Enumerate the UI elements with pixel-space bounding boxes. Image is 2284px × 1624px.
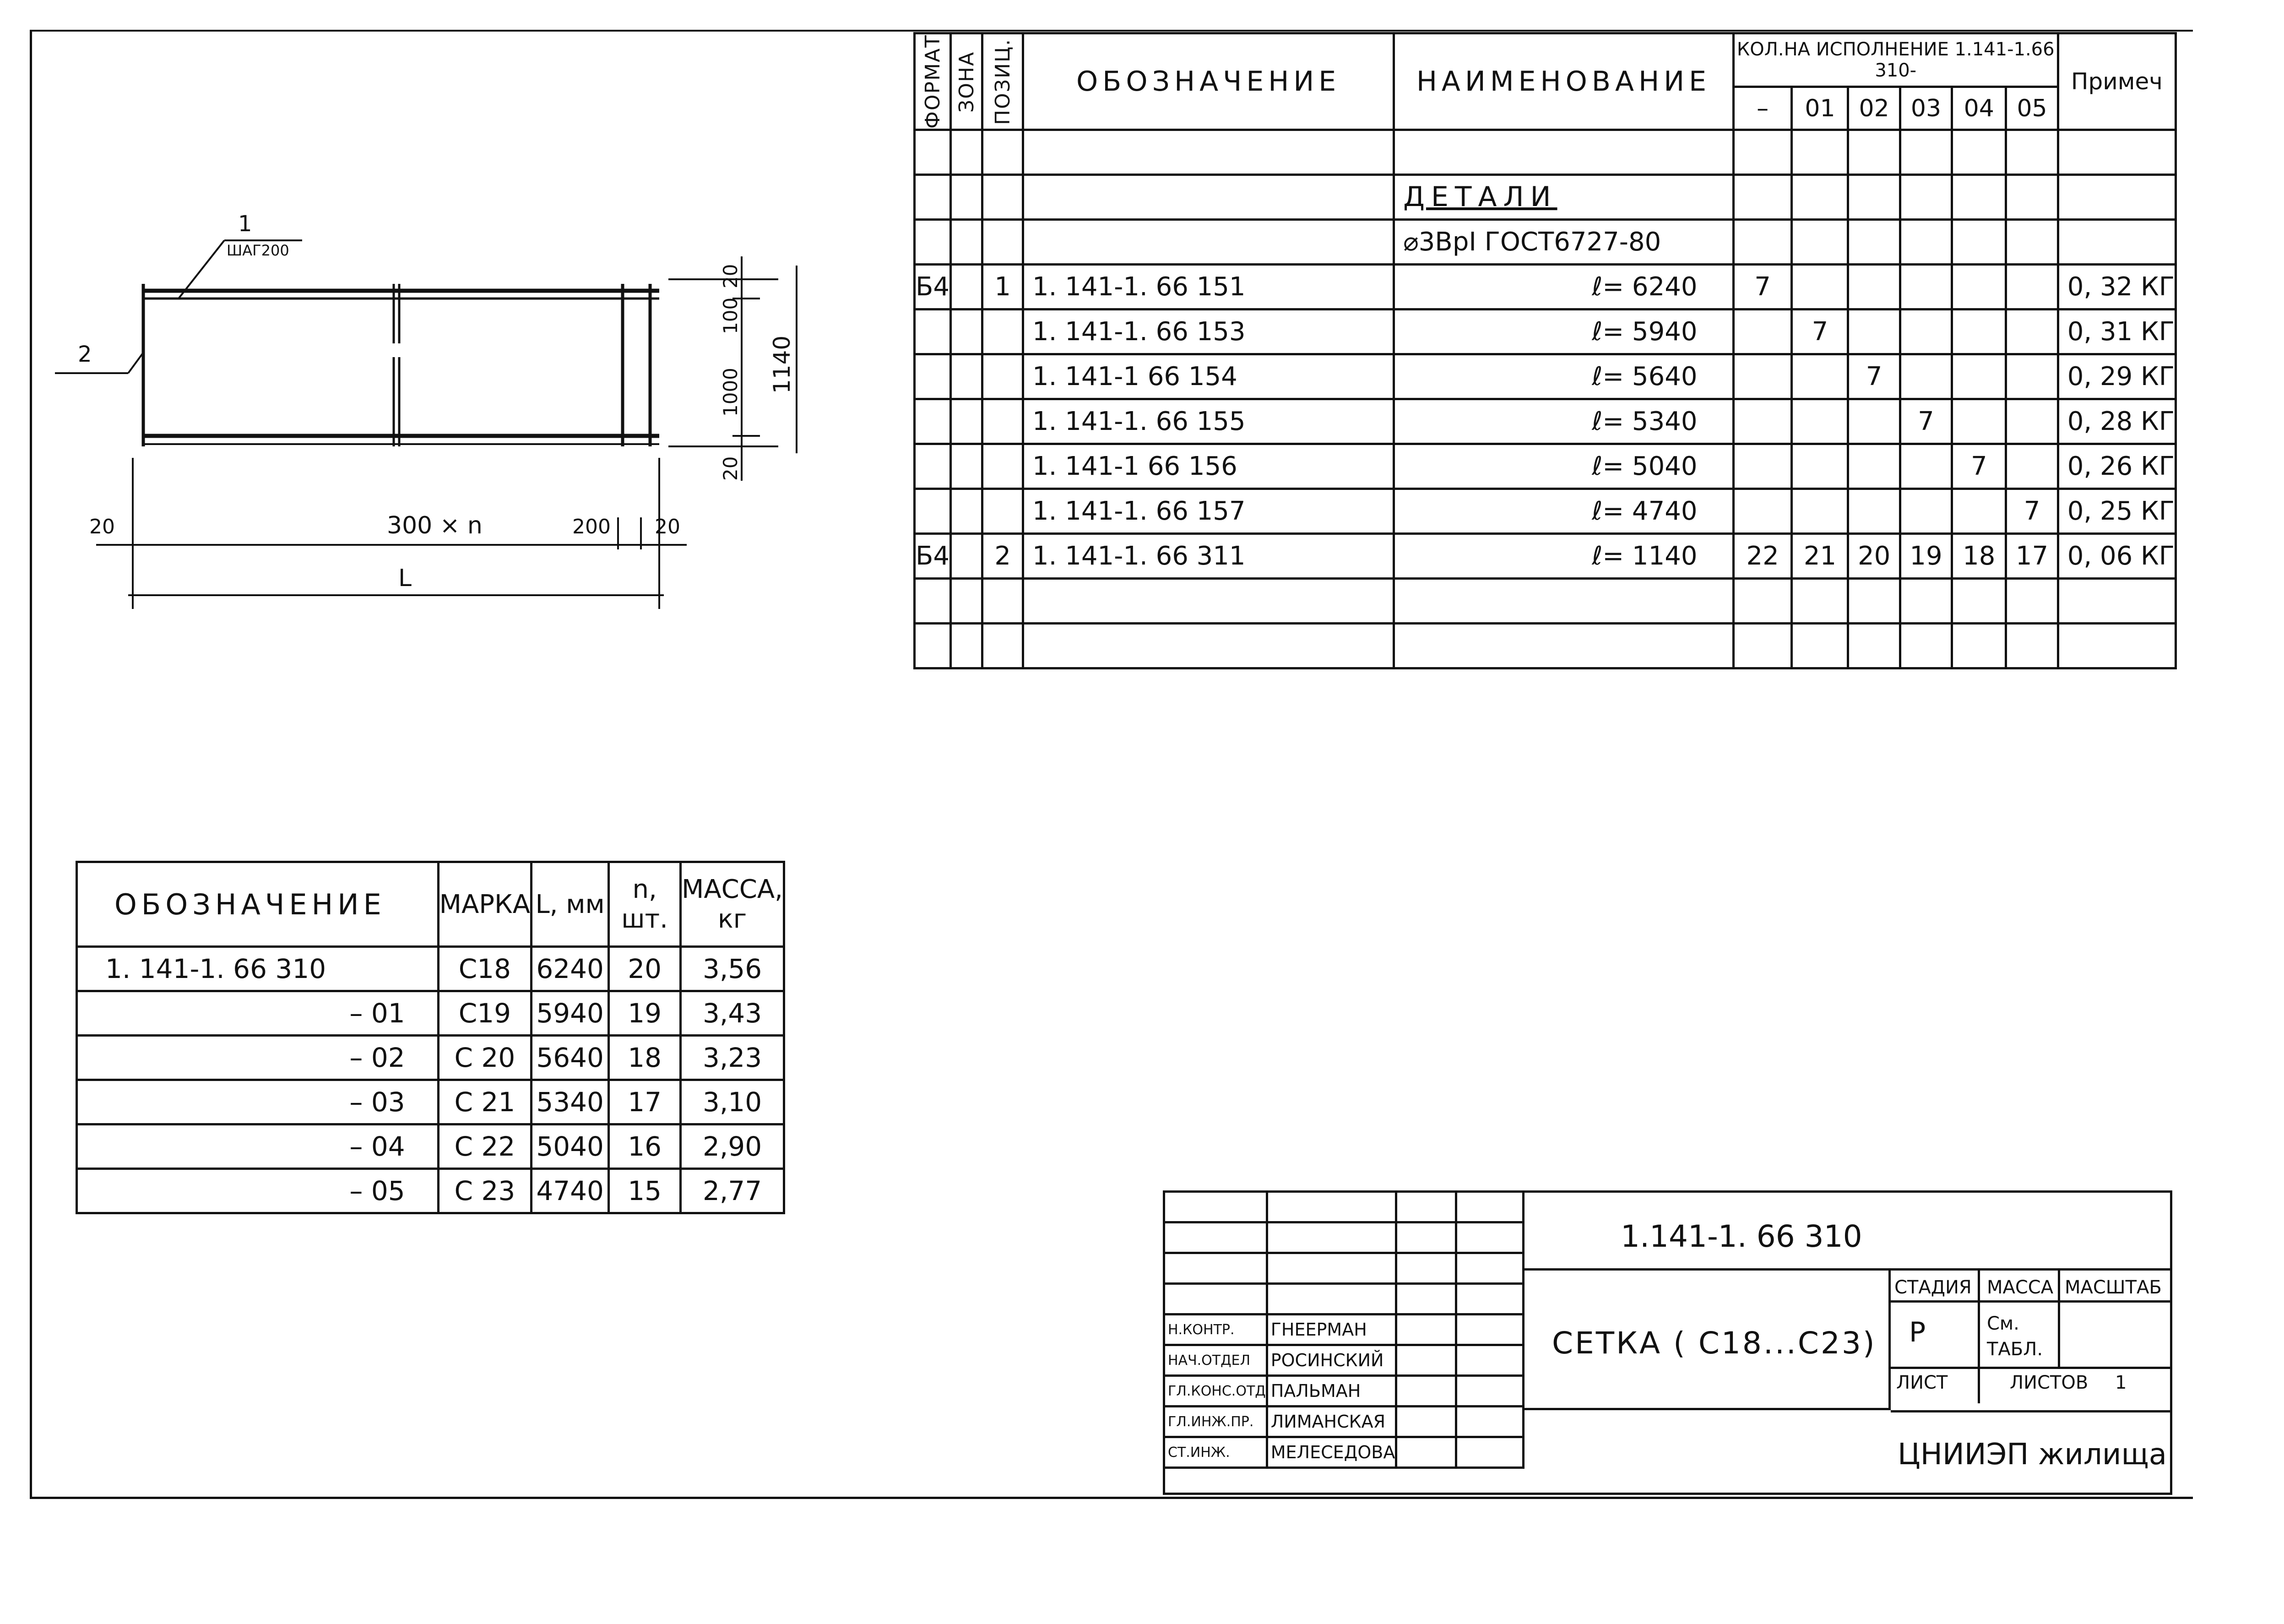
marks-mass: 2,77 bbox=[681, 1169, 784, 1213]
spec-qty: 21 bbox=[1792, 533, 1848, 578]
spec-position bbox=[982, 489, 1023, 533]
spec-qty bbox=[2006, 444, 2058, 489]
marks-n: 17 bbox=[609, 1080, 681, 1124]
marks-mark: С 20 bbox=[438, 1036, 531, 1080]
staff-name: ГНЕЕРМАН bbox=[1267, 1314, 1396, 1345]
dim-right: 20 bbox=[655, 515, 680, 538]
marks-row bbox=[77, 947, 784, 991]
spec-zone bbox=[951, 444, 982, 489]
sheets-label: ЛИСТОВ bbox=[2010, 1372, 2089, 1393]
spec-qty bbox=[1792, 399, 1848, 444]
spec-qty bbox=[1848, 399, 1900, 444]
dim-v-100: 100 bbox=[719, 297, 742, 334]
marks-n: 18 bbox=[609, 1036, 681, 1080]
spec-qty bbox=[1733, 489, 1792, 533]
spec-qty: 20 bbox=[1848, 533, 1900, 578]
spec-qty: 7 bbox=[2006, 489, 2058, 533]
date bbox=[1456, 1345, 1523, 1376]
spec-note: 0, 06 КГ bbox=[2058, 533, 2175, 578]
spec-qty bbox=[2006, 354, 2058, 399]
staff-role: НАЧ.ОТДЕЛ bbox=[1164, 1345, 1267, 1376]
marks-mark: С 23 bbox=[438, 1169, 531, 1213]
spec-zone bbox=[951, 489, 982, 533]
staff-name: МЕЛЕСЕДОВА bbox=[1267, 1437, 1396, 1468]
date bbox=[1456, 1437, 1523, 1468]
spec-qty: 7 bbox=[1733, 264, 1792, 309]
spec-name: ℓ= 5640 bbox=[1394, 354, 1734, 399]
spec-qty bbox=[1952, 399, 2006, 444]
spec-name: ℓ= 1140 bbox=[1394, 533, 1734, 578]
dim-v-bottom: 20 bbox=[719, 456, 742, 481]
title-name-cell bbox=[1522, 1271, 1891, 1410]
spec-qty bbox=[1792, 354, 1848, 399]
staff-row bbox=[1164, 1345, 1524, 1376]
spec-designation: 1. 141-1. 66 151 bbox=[1023, 264, 1394, 309]
spec-name: ℓ= 5040 bbox=[1394, 444, 1734, 489]
variant-header: 04 bbox=[1952, 87, 2006, 130]
staff-row bbox=[1164, 1314, 1524, 1345]
spec-qty bbox=[1733, 444, 1792, 489]
spec-designation: 1. 141-1. 66 153 bbox=[1023, 309, 1394, 354]
marks-row bbox=[77, 1169, 784, 1213]
spec-position bbox=[982, 309, 1023, 354]
spec-note: 0, 32 КГ bbox=[2058, 264, 2175, 309]
dim-total: L bbox=[398, 565, 412, 592]
spec-format: Б4 bbox=[915, 533, 951, 578]
scale-label: МАСШТАБ bbox=[2065, 1277, 2162, 1298]
mass-label: МАССА bbox=[1987, 1277, 2054, 1298]
spec-position: 2 bbox=[982, 533, 1023, 578]
staff-row bbox=[1164, 1376, 1524, 1407]
spec-qty: 18 bbox=[1952, 533, 2006, 578]
spec-qty bbox=[2006, 309, 2058, 354]
stage-value: Р bbox=[1909, 1316, 1926, 1348]
spec-qty bbox=[1952, 264, 2006, 309]
spec-note: 0, 31 КГ bbox=[2058, 309, 2175, 354]
spec-qty bbox=[1792, 444, 1848, 489]
spec-format: Б4 bbox=[915, 264, 951, 309]
spec-qty bbox=[1900, 354, 1952, 399]
staff-role: СТ.ИНЖ. bbox=[1164, 1437, 1267, 1468]
spec-zone bbox=[951, 533, 982, 578]
spec-qty bbox=[1900, 444, 1952, 489]
marks-table bbox=[76, 861, 785, 1214]
spec-row bbox=[915, 309, 2176, 354]
date bbox=[1456, 1376, 1523, 1407]
spec-format bbox=[915, 399, 951, 444]
spec-position bbox=[982, 399, 1023, 444]
variant-header: 05 bbox=[2006, 87, 2058, 130]
marks-designation: – 02 bbox=[77, 1036, 439, 1080]
marks-designation: – 01 bbox=[77, 991, 439, 1036]
marks-mass: 3,23 bbox=[681, 1036, 784, 1080]
marks-mass: 3,10 bbox=[681, 1080, 784, 1124]
spec-qty: 7 bbox=[1848, 354, 1900, 399]
spec-qty bbox=[1792, 489, 1848, 533]
spec-qty bbox=[2006, 264, 2058, 309]
position-header: ПОЗИЦ. bbox=[982, 33, 1023, 130]
marks-mark: С18 bbox=[438, 947, 531, 991]
staff-name: РОСИНСКИЙ bbox=[1267, 1345, 1396, 1376]
signature bbox=[1396, 1407, 1456, 1437]
spec-position: 1 bbox=[982, 264, 1023, 309]
marks-length: 5040 bbox=[532, 1124, 609, 1169]
staff-row bbox=[1164, 1407, 1524, 1437]
spec-designation: 1. 141-1. 66 311 bbox=[1023, 533, 1394, 578]
spec-designation: 1. 141-1 66 156 bbox=[1023, 444, 1394, 489]
dim-v-total: 1140 bbox=[769, 335, 795, 394]
signature bbox=[1396, 1376, 1456, 1407]
spec-qty bbox=[1900, 264, 1952, 309]
spec-qty: 7 bbox=[1952, 444, 2006, 489]
qty-header: КОЛ.НА ИСПОЛНЕНИЕ 1.141-1.66 310- bbox=[1733, 33, 2058, 87]
spec-qty bbox=[2006, 399, 2058, 444]
spec-qty bbox=[1900, 309, 1952, 354]
spec-note: 0, 25 КГ bbox=[2058, 489, 2175, 533]
spec-qty bbox=[1848, 309, 1900, 354]
spec-name: ℓ= 5340 bbox=[1394, 399, 1734, 444]
spec-qty bbox=[1952, 309, 2006, 354]
marks-mass: 3,56 bbox=[681, 947, 784, 991]
marks-length: 5940 bbox=[532, 991, 609, 1036]
marks-n: 20 bbox=[609, 947, 681, 991]
spec-row bbox=[915, 444, 2176, 489]
spec-row bbox=[915, 354, 2176, 399]
mass-value: См. ТАБЛ. bbox=[1987, 1313, 2043, 1360]
spec-name: ℓ= 6240 bbox=[1394, 264, 1734, 309]
variant-header: 01 bbox=[1792, 87, 1848, 130]
spec-format bbox=[915, 354, 951, 399]
variant-header: 03 bbox=[1900, 87, 1952, 130]
spec-note: 0, 28 КГ bbox=[2058, 399, 2175, 444]
dim-middle: 300 × n bbox=[387, 512, 483, 539]
marks-n: 19 bbox=[609, 991, 681, 1036]
name-header: НАИМЕНОВАНИЕ bbox=[1394, 33, 1734, 130]
spec-qty bbox=[1848, 444, 1900, 489]
spec-qty: 7 bbox=[1900, 399, 1952, 444]
spec-row bbox=[915, 489, 2176, 533]
dim-v-top: 20 bbox=[719, 264, 742, 288]
spec-qty bbox=[1848, 489, 1900, 533]
spec-qty bbox=[1733, 309, 1792, 354]
spec-zone bbox=[951, 309, 982, 354]
designation-header: ОБОЗНАЧЕНИЕ bbox=[1023, 33, 1394, 130]
spec-note: 0, 26 КГ bbox=[2058, 444, 2175, 489]
spec-qty: 17 bbox=[2006, 533, 2058, 578]
sheets-value: 1 bbox=[2115, 1372, 2127, 1393]
spec-position bbox=[982, 444, 1023, 489]
organization: ЦНИИЭП жилища bbox=[1898, 1438, 2167, 1472]
staff-name: ПАЛЬМАН bbox=[1267, 1376, 1396, 1407]
org-cell bbox=[1891, 1410, 2172, 1495]
spec-note: 0, 29 КГ bbox=[2058, 354, 2175, 399]
date bbox=[1456, 1407, 1523, 1437]
marks-row bbox=[77, 1036, 784, 1080]
spec-zone bbox=[951, 264, 982, 309]
spec-designation: 1. 141-1. 66 155 bbox=[1023, 399, 1394, 444]
marks-n: 16 bbox=[609, 1124, 681, 1169]
marks-designation: – 04 bbox=[77, 1124, 439, 1169]
staff-row bbox=[1164, 1437, 1524, 1468]
spec-format bbox=[915, 444, 951, 489]
staff-name: ЛИМАНСКАЯ bbox=[1267, 1407, 1396, 1437]
format-header: ФОРМАТ bbox=[915, 33, 951, 130]
marks-length: 5340 bbox=[532, 1080, 609, 1124]
pos1-step: ШАГ200 bbox=[227, 242, 289, 259]
marks-mass: 3,43 bbox=[681, 991, 784, 1036]
signature bbox=[1396, 1437, 1456, 1468]
marks-mark: С19 bbox=[438, 991, 531, 1036]
dim-200: 200 bbox=[572, 515, 611, 538]
spec-qty bbox=[1952, 489, 2006, 533]
spec-position bbox=[982, 354, 1023, 399]
marks-n-header: n, шт. bbox=[609, 862, 681, 947]
section-title: ДЕТАЛИ bbox=[1394, 174, 1734, 219]
material-spec: ⌀3ВрI ГОСТ6727-80 bbox=[1394, 219, 1734, 264]
dim-left: 20 bbox=[89, 515, 115, 538]
signature bbox=[1396, 1314, 1456, 1345]
staff-role: ГЛ.КОНС.ОТД bbox=[1164, 1376, 1267, 1407]
marks-mark-header: МАРКА bbox=[438, 862, 531, 947]
spec-qty: 22 bbox=[1733, 533, 1792, 578]
spec-zone bbox=[951, 399, 982, 444]
drawing-code: 1.141-1. 66 310 bbox=[1621, 1219, 1862, 1254]
marks-mass: 2,90 bbox=[681, 1124, 784, 1169]
marks-n: 15 bbox=[609, 1169, 681, 1213]
variant-header: – bbox=[1733, 87, 1792, 130]
marks-length-header: L, мм bbox=[532, 862, 609, 947]
spec-format bbox=[915, 489, 951, 533]
spec-row bbox=[915, 533, 2176, 578]
title-code-cell bbox=[1522, 1190, 2172, 1271]
spec-format bbox=[915, 309, 951, 354]
spec-designation: 1. 141-1. 66 157 bbox=[1023, 489, 1394, 533]
marks-length: 6240 bbox=[532, 947, 609, 991]
note-header: Примеч bbox=[2058, 33, 2175, 130]
spec-qty bbox=[1733, 399, 1792, 444]
spec-qty: 7 bbox=[1792, 309, 1848, 354]
marks-designation: – 05 bbox=[77, 1169, 439, 1213]
spec-zone bbox=[951, 354, 982, 399]
marks-row bbox=[77, 991, 784, 1036]
pos1-label: 1 bbox=[238, 211, 252, 237]
variant-header: 02 bbox=[1848, 87, 1900, 130]
marks-row bbox=[77, 1080, 784, 1124]
spec-name: ℓ= 4740 bbox=[1394, 489, 1734, 533]
spec-designation: 1. 141-1 66 154 bbox=[1023, 354, 1394, 399]
date bbox=[1456, 1314, 1523, 1345]
signature bbox=[1396, 1345, 1456, 1376]
spec-qty: 19 bbox=[1900, 533, 1952, 578]
dim-v-1000: 1000 bbox=[719, 368, 742, 417]
marks-mark: С 21 bbox=[438, 1080, 531, 1124]
specification-table bbox=[913, 32, 2177, 669]
marks-mark: С 22 bbox=[438, 1124, 531, 1169]
spec-row bbox=[915, 399, 2176, 444]
pos2-label: 2 bbox=[78, 342, 92, 367]
marks-designation: – 03 bbox=[77, 1080, 439, 1124]
spec-row bbox=[915, 264, 2176, 309]
stage-mass-scale bbox=[1891, 1271, 2172, 1393]
marks-mass-header: МАССА, кг bbox=[681, 862, 784, 947]
marks-length: 5640 bbox=[532, 1036, 609, 1080]
marks-designation: 1. 141-1. 66 310 bbox=[77, 947, 439, 991]
drawing-title: СЕТКА ( С18...С23) bbox=[1552, 1325, 1877, 1361]
staff-role: Н.КОНТР. bbox=[1164, 1314, 1267, 1345]
spec-qty bbox=[1952, 354, 2006, 399]
spec-qty bbox=[1848, 264, 1900, 309]
staff-role: ГЛ.ИНЖ.ПР. bbox=[1164, 1407, 1267, 1437]
marks-length: 4740 bbox=[532, 1169, 609, 1213]
zone-header: ЗОНА bbox=[951, 33, 982, 130]
signature-table bbox=[1163, 1190, 1524, 1469]
marks-designation-header: ОБОЗНАЧЕНИЕ bbox=[77, 862, 439, 947]
marks-row bbox=[77, 1124, 784, 1169]
sheet-label: ЛИСТ bbox=[1896, 1372, 1948, 1393]
spec-qty bbox=[1900, 489, 1952, 533]
mesh-drawing bbox=[46, 197, 870, 623]
spec-name: ℓ= 5940 bbox=[1394, 309, 1734, 354]
spec-qty bbox=[1733, 354, 1792, 399]
stage-label: СТАДИЯ bbox=[1894, 1277, 1972, 1298]
spec-qty bbox=[1792, 264, 1848, 309]
